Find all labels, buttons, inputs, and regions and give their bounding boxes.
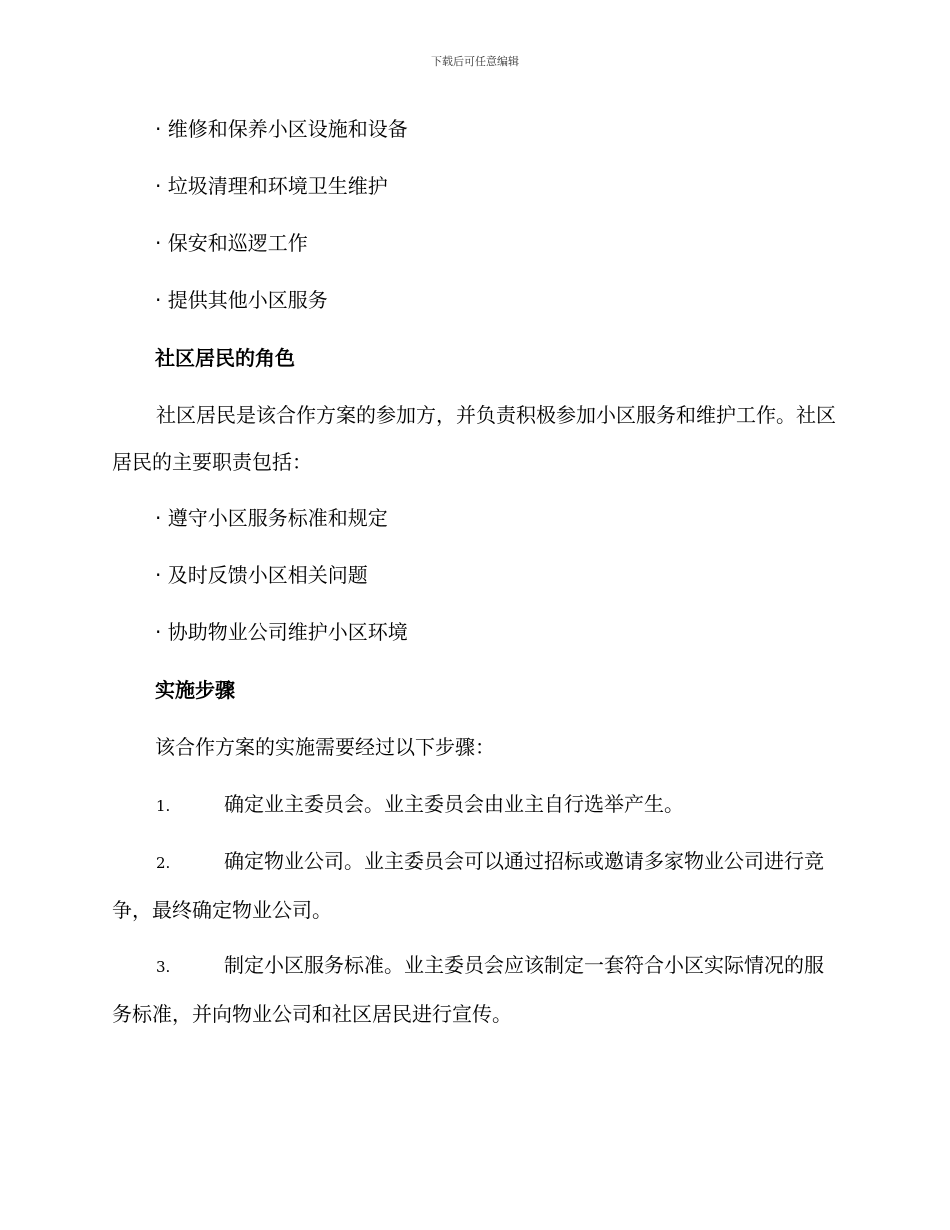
residents-paragraph: 社区居民是该合作方案的参加方，并负责积极参加小区服务和维护工作。社区居民的主要职责包括： (112, 403, 836, 474)
section-heading-steps: 实施步骤 (155, 678, 235, 702)
list-item: · 维修和保养小区设施和设备 (155, 117, 408, 141)
step-item (112, 781, 842, 830)
step-item (112, 942, 842, 1038)
list-item: · 遵守小区服务标准和规定 (155, 506, 388, 530)
step-number: 1. (156, 797, 171, 815)
step-text: 确定业主委员会。业主委员会由业主自行选举产生。 (224, 792, 684, 816)
list-item: · 垃圾清理和环境卫生维护 (155, 174, 388, 198)
step-number: 3. (156, 958, 171, 976)
section-heading-residents: 社区居民的角色 (155, 346, 295, 370)
list-item: · 协助物业公司维护小区环境 (155, 620, 408, 644)
list-item: · 保安和巡逻工作 (155, 231, 308, 255)
list-item: · 提供其他小区服务 (155, 288, 328, 312)
list-item: · 及时反馈小区相关问题 (155, 563, 368, 587)
step-text: 确定物业公司。业主委员会可以通过招标或邀请多家物业公司进行竞争，最终确定物业公司。 (112, 849, 824, 922)
page-header: 下载后可任意编辑 (431, 55, 519, 68)
step-number: 2. (156, 854, 171, 872)
step-item (112, 838, 842, 934)
steps-intro: 该合作方案的实施需要经过以下步骤： (155, 735, 495, 759)
step-text: 制定小区服务标准。业主委员会应该制定一套符合小区实际情况的服务标准，并向物业公司和社区居民进行宣传。 (112, 953, 824, 1026)
